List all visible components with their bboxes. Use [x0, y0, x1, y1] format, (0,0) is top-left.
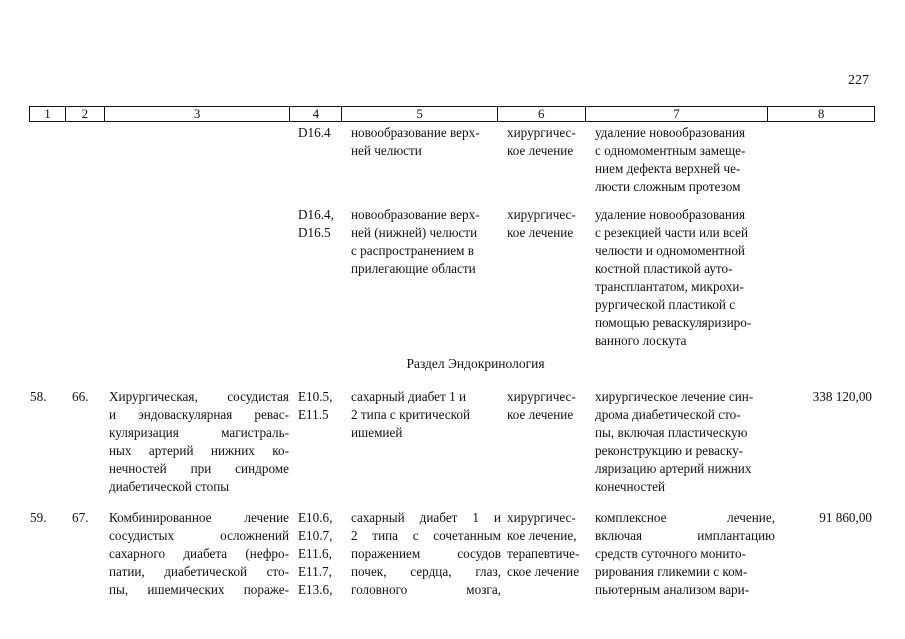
diagnosis-line: головного мозга,: [351, 582, 501, 597]
treatment-type-line: кое лечение: [507, 225, 574, 240]
diagnosis-line: прилегающие области: [351, 261, 476, 276]
block2-method: [595, 206, 775, 350]
code-line: E10.5,: [298, 389, 333, 404]
block2-treatment-type: [507, 206, 576, 242]
diagnosis-line: новообразование верх-: [351, 125, 480, 140]
block1-treatment-type: [507, 124, 576, 160]
method-line: комплексное лечение,: [595, 510, 775, 525]
header-col-7: 7: [586, 107, 769, 121]
diagnosis-line: с распространением в: [351, 243, 474, 258]
row58-num: 58.: [30, 389, 47, 404]
method-line: хирургическое лечение син-: [595, 389, 754, 404]
method-line: конечностей: [595, 479, 666, 494]
block1-code: [298, 124, 331, 142]
name-line: диабетической стопы: [109, 479, 230, 494]
treatment-type-line: терапевтиче-: [507, 546, 580, 561]
method-line: рирования гликемии с ком-: [595, 564, 748, 579]
method-line: с резекцией части или всей: [595, 225, 749, 240]
section-title: Раздел Эндокринология: [406, 356, 545, 371]
diagnosis-line: 2 типа с сочетанным: [351, 528, 501, 543]
code-line: E11.5: [298, 407, 329, 422]
row58-method: [595, 388, 775, 496]
method-line: удаление новообразования: [595, 125, 746, 140]
row59-num: 59.: [30, 510, 47, 525]
diagnosis-line: ней (нижней) челюсти: [351, 225, 478, 240]
name-line: сосудистых осложнений: [109, 528, 289, 543]
method-line: рургической пластикой с: [595, 297, 736, 312]
row58-treatment-type: [507, 388, 576, 424]
diagnosis-line: почек, сердца, глаз,: [351, 564, 501, 579]
code-line: E11.7,: [298, 564, 332, 579]
page-number: 227: [848, 73, 869, 88]
code-line: D16.4,: [298, 207, 334, 222]
treatment-type-line: кое лечение,: [507, 528, 577, 543]
method-line: удаление новообразования: [595, 207, 746, 222]
code-line: E10.7,: [298, 528, 333, 543]
row58-cost: 338 120,00: [812, 389, 872, 404]
method-line: ляризацию артерий нижних: [595, 461, 752, 476]
diagnosis-line: сахарный диабет 1 и: [351, 510, 501, 525]
treatment-type-line: хирургичес-: [507, 207, 576, 222]
method-line: костной пластикой ауто-: [595, 261, 733, 276]
row59-treatment-type: [507, 509, 579, 581]
treatment-type-line: хирургичес-: [507, 125, 576, 140]
method-line: нием дефекта верхней че-: [595, 161, 741, 176]
row58-name: [109, 388, 289, 496]
name-line: пы, ишемических пораже-: [109, 582, 289, 597]
method-line: ванного лоскута: [595, 333, 687, 348]
code-line: E10.6,: [298, 510, 333, 525]
code-line: E11.6,: [298, 546, 332, 561]
method-line: помощью реваскуляризиро-: [595, 315, 752, 330]
row59-group: 67.: [72, 510, 89, 525]
header-col-2: 2: [66, 107, 105, 121]
name-line: и эндоваскулярная ревас-: [109, 407, 289, 422]
header-col-3: 3: [105, 107, 291, 121]
row59-diagnosis: [351, 509, 501, 599]
diagnosis-line: новообразование верх-: [351, 207, 480, 222]
diagnosis-line: ишемией: [351, 425, 403, 440]
name-line: патии, диабетической сто-: [109, 564, 289, 579]
row59-method: [595, 509, 775, 599]
row59-cost: 91 860,00: [819, 510, 872, 525]
diagnosis-line: поражением сосудов: [351, 546, 501, 561]
block2-diagnosis: [351, 206, 501, 278]
row59-name: [109, 509, 289, 599]
treatment-type-line: кое лечение: [507, 407, 574, 422]
block1-diagnosis: [351, 124, 501, 160]
header-col-1: 1: [30, 107, 66, 121]
code-line: D16.4: [298, 125, 331, 140]
treatment-type-line: хирургичес-: [507, 510, 576, 525]
diagnosis-line: сахарный диабет 1 и: [351, 389, 467, 404]
method-line: люсти сложным протезом: [595, 179, 741, 194]
method-line: пьютерным анализом вари-: [595, 582, 750, 597]
method-line: с одномоментным замеще-: [595, 143, 746, 158]
name-line: ных артерий нижних ко-: [109, 443, 289, 458]
method-line: челюсти и одномоментной: [595, 243, 745, 258]
method-line: пы, включая пластическую: [595, 425, 748, 440]
method-line: реконструкцию и реваску-: [595, 443, 744, 458]
name-line: Комбинированное лечение: [109, 510, 289, 525]
row58-group: 66.: [72, 389, 89, 404]
treatment-type-line: ское лечение: [507, 564, 580, 579]
code-line: D16.5: [298, 225, 331, 240]
code-line: E13.6,: [298, 582, 333, 597]
header-col-5: 5: [342, 107, 498, 121]
name-line: куляризация магистраль-: [109, 425, 289, 440]
treatment-type-line: кое лечение: [507, 143, 574, 158]
header-col-6: 6: [498, 107, 586, 121]
row58-diagnosis: [351, 388, 501, 442]
block1-method: [595, 124, 775, 196]
name-line: Хирургическая, сосудистая: [109, 389, 289, 404]
header-col-4: 4: [290, 107, 342, 121]
method-line: средств суточного монито-: [595, 546, 746, 561]
name-line: сахарного диабета (нефро-: [109, 546, 289, 561]
header-col-8: 8: [817, 106, 825, 121]
method-line: дрома диабетической сто-: [595, 407, 741, 422]
treatment-type-line: хирургичес-: [507, 389, 576, 404]
name-line: нечностей при синдроме: [109, 461, 289, 476]
table-header: [29, 106, 875, 122]
block2-code: [298, 206, 334, 242]
row58-code: [298, 388, 332, 424]
method-line: трансплантатом, микрохи-: [595, 279, 744, 294]
method-line: включая имплантацию: [595, 528, 775, 543]
row59-code: [298, 509, 332, 599]
diagnosis-line: ней челюсти: [351, 143, 422, 158]
diagnosis-line: 2 типа с критической: [351, 407, 471, 422]
